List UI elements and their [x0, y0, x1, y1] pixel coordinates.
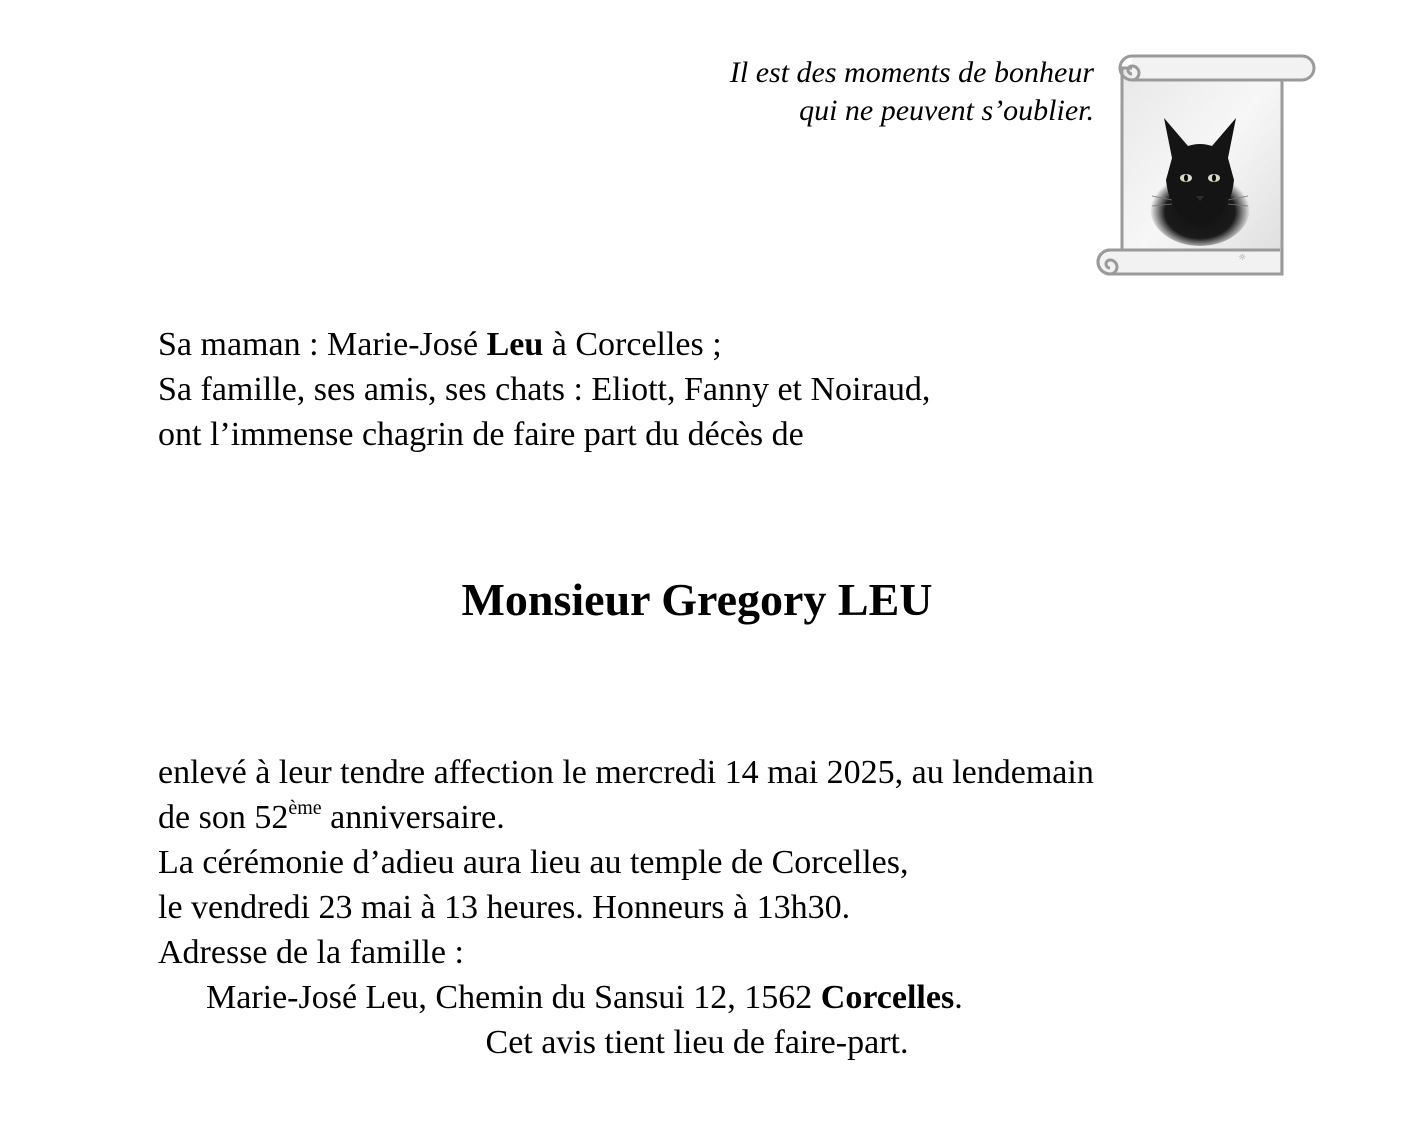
- announcement-details: [158, 750, 1094, 1020]
- cat-scroll-illustration: [1092, 50, 1316, 282]
- closing-note: Cet avis tient lieu de faire-part.: [485, 1024, 909, 1061]
- address-town: Corcelles: [820, 979, 955, 1016]
- intro-line-family: Sa famille, ses amis, ses chats : Eliott, Fanny et Noiraud,: [158, 371, 931, 408]
- ordinal-suffix: ème: [288, 797, 322, 819]
- epigraph-line-1: Il est des moments de bonheur: [729, 56, 1094, 89]
- family-address: Marie-José Leu, Chemin du Sansui 12, 1562 Corcelles.: [206, 979, 963, 1016]
- details-line-time: le vendredi 23 mai à 13 heures. Honneurs à 13h30.: [158, 889, 851, 926]
- epigraph-quote: [560, 54, 1094, 130]
- announcement-intro: [158, 322, 930, 457]
- intro-line-announcement: ont l’immense chagrin de faire part du décès de: [158, 416, 804, 453]
- details-line-age: de son 52ème anniversaire.: [158, 797, 505, 836]
- deceased-name: Monsieur Gregory LEU: [461, 574, 933, 625]
- intro-line-mother: Sa maman : Marie-José Leu à Corcelles ;: [158, 326, 722, 363]
- details-line-address-heading: Adresse de la famille :: [158, 934, 464, 971]
- svg-text:☼: ☼: [1238, 253, 1247, 263]
- details-line-ceremony: La cérémonie d’adieu aura lieu au temple de Corcelles,: [158, 844, 909, 881]
- cat-portrait-icon: [1092, 50, 1316, 282]
- epigraph-line-2: qui ne peuvent s’oublier.: [799, 94, 1094, 127]
- mother-surname: Leu: [486, 326, 544, 363]
- details-line-date: enlevé à leur tendre affection le mercredi 14 mai 2025, au lendemain: [158, 754, 1094, 791]
